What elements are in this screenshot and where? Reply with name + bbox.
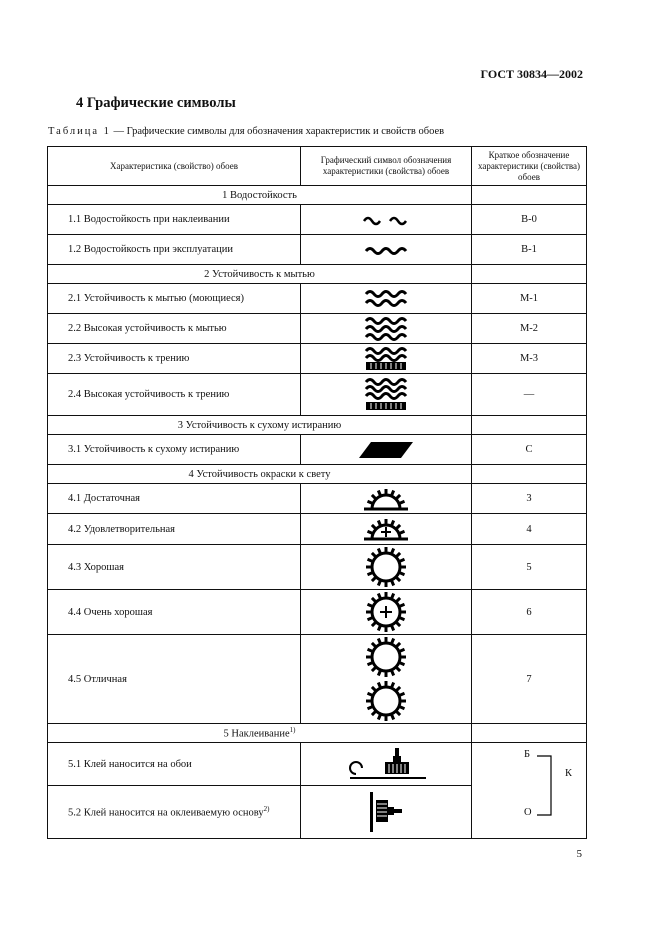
table-caption (48, 126, 444, 137)
half-sun-icon (362, 486, 410, 512)
row-code: O (524, 807, 532, 818)
group-row (48, 724, 587, 743)
group-label: 1 Водостойкость (48, 186, 472, 205)
bracket-cell (472, 743, 587, 839)
row-code: 7 (472, 635, 587, 724)
table-row (48, 435, 587, 465)
section-title: 4 Графические символы (76, 95, 236, 111)
group-label: 5 Наклеивание$^{1)}$ (48, 724, 472, 743)
paste-wallpaper-icon (344, 746, 428, 782)
row-label: 3.1 Устойчивость к сухому истиранию (48, 435, 301, 465)
row-label: 4.5 Отличная (48, 635, 301, 724)
table-row (48, 635, 587, 724)
row-label: 4.1 Достаточная (48, 484, 301, 514)
table-row (48, 235, 587, 265)
row-label: 1.2 Водостойкость при эксплуатации (48, 235, 301, 265)
table-row (48, 314, 587, 344)
three-waves-icon (363, 316, 409, 342)
table-row (48, 344, 587, 374)
column-header-code: Краткое обозначение характеристики (свойства) обоев (472, 147, 587, 186)
sun-icon (364, 545, 408, 589)
row-label: 1.1 Водостойкость при наклеивании (48, 205, 301, 235)
caption-prefix: Таблица 1 (48, 126, 111, 137)
table-row (48, 514, 587, 545)
row-label: 2.2 Высокая устойчивость к мытью (48, 314, 301, 344)
row-code: 6 (472, 590, 587, 635)
table-header-row (48, 147, 587, 186)
row-code: — (472, 374, 587, 416)
bracket-code: К (565, 768, 573, 779)
sun-plus-icon (364, 590, 408, 634)
row-code: M-1 (472, 284, 587, 314)
three-waves-brush-icon (363, 377, 409, 413)
group-row (48, 186, 587, 205)
row-label: 4.2 Удовлетворительная (48, 514, 301, 545)
paste-wall-icon (364, 790, 408, 834)
two-waves-icon (363, 288, 409, 310)
waves-brush-icon (363, 346, 409, 372)
table-row (48, 545, 587, 590)
row-code: Б (524, 749, 531, 760)
row-label: 2.4 Высокая устойчивость к трению (48, 374, 301, 416)
row-label: 4.3 Хорошая (48, 545, 301, 590)
group-row (48, 465, 587, 484)
group-row (48, 265, 587, 284)
table-row (48, 205, 587, 235)
column-header-symbol: Графический символ обозначения характеристики (свойства) обоев (301, 147, 472, 186)
group-label: 3 Устойчивость к сухому истиранию (48, 416, 472, 435)
bracket-icon (472, 743, 587, 839)
caption-text: — Графические символы для обозначения характеристик и свойств обоев (110, 126, 445, 137)
row-label: 4.4 Очень хорошая (48, 590, 301, 635)
row-code: M-2 (472, 314, 587, 344)
row-label: 5.2 Клей наносится на оклеиваемую основу$^{2)}$ (48, 786, 301, 839)
table-row (48, 374, 587, 416)
double-sun-icon (364, 636, 408, 722)
table-row (48, 743, 587, 786)
row-label: 5.1 Клей наносится на обои (48, 743, 301, 786)
table-row (48, 284, 587, 314)
row-code: M-3 (472, 344, 587, 374)
standard-header: ГОСТ 30834—2002 (480, 67, 583, 81)
row-label: 2.1 Устойчивость к мытью (моющиеся) (48, 284, 301, 314)
symbols-table (47, 146, 587, 839)
wave-icon (363, 244, 409, 256)
wave-broken-icon (362, 213, 410, 227)
row-code: B-0 (472, 205, 587, 235)
group-label: 2 Устойчивость к мытью (48, 265, 472, 284)
group-label: 4 Устойчивость окраски к свету (48, 465, 472, 484)
half-sun-plus-icon (362, 515, 410, 543)
table-row (48, 484, 587, 514)
row-code: 5 (472, 545, 587, 590)
row-code: 4 (472, 514, 587, 545)
table-row (48, 590, 587, 635)
row-code: 3 (472, 484, 587, 514)
row-code: B-1 (472, 235, 587, 265)
column-header-characteristic: Характеристика (свойство) обоев (48, 147, 301, 186)
row-code: C (472, 435, 587, 465)
group-row (48, 416, 587, 435)
page-number: 5 (576, 848, 582, 860)
row-label: 2.3 Устойчивость к трению (48, 344, 301, 374)
parallelogram-icon (357, 440, 415, 460)
